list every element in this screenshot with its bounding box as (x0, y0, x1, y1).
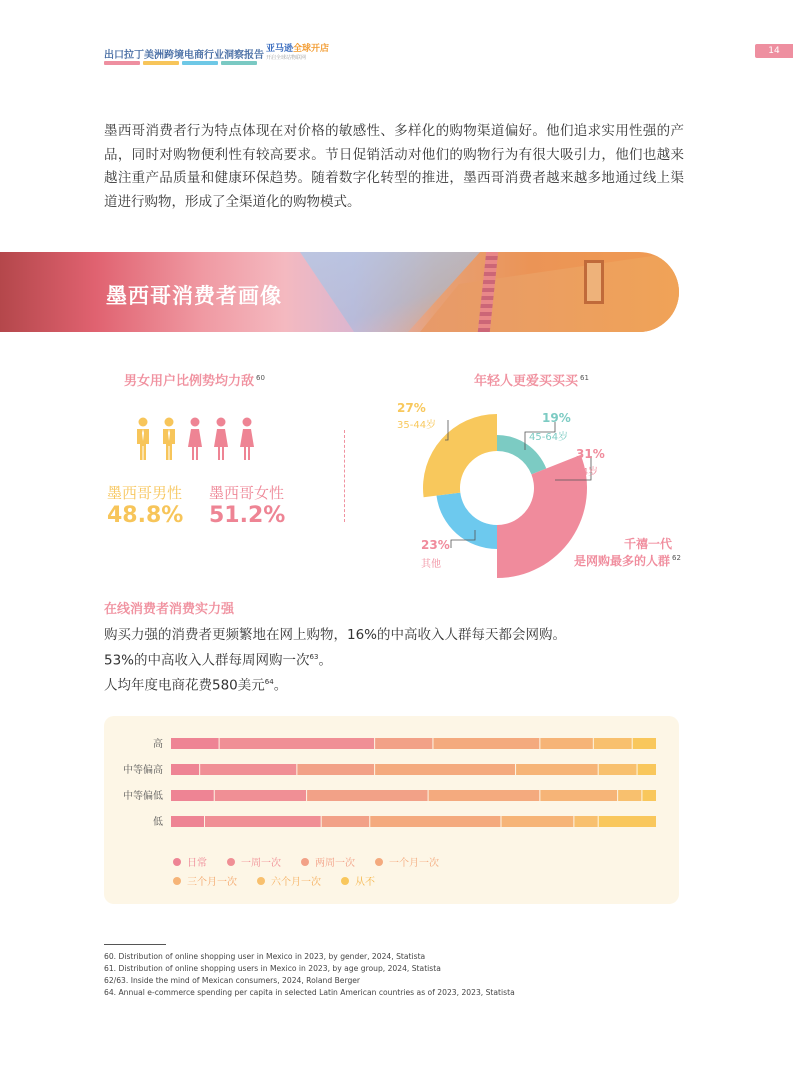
legend-item-semiannual (257, 873, 321, 888)
footnote-62-63: 62/63. Inside the mind of Mexican consumers, 2024, Roland Berger (104, 976, 361, 985)
online-line-3-ref: 64 (264, 677, 274, 686)
female-icon (239, 417, 255, 461)
legend-item-never (341, 873, 375, 888)
online-line-2-end: 。 (318, 652, 332, 668)
section-banner (0, 252, 679, 332)
legend-dot (173, 858, 181, 866)
online-line-2 (104, 647, 566, 672)
bar-segment (171, 764, 199, 775)
amazon-global-selling-logo (266, 44, 329, 62)
bar-category-label: 高 (153, 739, 163, 750)
online-text (104, 625, 566, 697)
report-title: 出口拉丁美洲跨境电商行业洞察报告 (104, 50, 264, 61)
millennials-footnote-ref: 62 (672, 554, 681, 562)
bar-segment (322, 816, 370, 827)
intro-paragraph: 墨西哥消费者行为特点体现在对价格的敏感性、多样化的购物渠道偏好。他们追求实用性强的产品，同时对购物便利性有较高要求。节日促销活动对他们的购物行为有很大吸引力，他们也越来越注重产品质量和健康环保趋势。随着数字化转型的推进，墨西哥消费者越来越多地通过线上渠道进行购物，形成了全渠道化的购物模式。 (104, 123, 684, 210)
age-label-other: 其他 (421, 559, 441, 570)
male-value: 48.8% (107, 503, 184, 528)
male-icon (135, 417, 151, 461)
page-number: 14 (755, 44, 793, 58)
banner-title: 墨西哥消费者画像 (106, 284, 282, 308)
header-color-bars (104, 61, 257, 65)
gender-title-text: 男女用户比例势均力敌 (124, 374, 255, 389)
gender-footnote-ref: 60 (256, 373, 265, 382)
millennials-callout-line1: 千禧一代 (624, 537, 673, 551)
legend-dot (257, 877, 265, 885)
female-icon (213, 417, 229, 461)
bar-segment (633, 738, 656, 749)
age-pct-35-44: 27% (397, 401, 426, 415)
legend-row-2 (173, 873, 375, 888)
bar-segment (370, 816, 500, 827)
female-label: 墨西哥女性 (209, 484, 285, 502)
legend-row-1 (173, 854, 439, 869)
millennials-callout-line2: 是网购最多的人群 (574, 554, 671, 568)
legend-dot (173, 877, 181, 885)
online-line-1: 购买力强的消费者更频繁地在网上购物，16%的中高收入人群每天都会网购。 (104, 627, 567, 643)
footnote-61: 61. Distribution of online shopping users in Mexico in 2023, by age group, 2024, Statista (104, 964, 441, 973)
banner-window-decoration (584, 260, 604, 304)
legend-label-quarterly: 三个月一次 (187, 877, 237, 888)
legend-label-daily: 日常 (187, 858, 207, 869)
legend-label-never: 从不 (355, 877, 375, 888)
bar-segment (574, 816, 597, 827)
legend-dot (301, 858, 309, 866)
online-line-2-text: 53%的中高收入人群每周网购一次 (104, 652, 310, 668)
gender-icons (135, 417, 255, 461)
bar-segment (501, 816, 573, 827)
age-pct-other: 23% (421, 538, 450, 552)
age-pct-45-64: 19% (542, 411, 571, 425)
bar-segment (375, 764, 515, 775)
bar-segment (540, 790, 617, 801)
legend-dot (227, 858, 235, 866)
legend-label-semiannual: 六个月一次 (271, 877, 321, 888)
bar-segment (599, 764, 637, 775)
legend-dot (375, 858, 383, 866)
online-section-title: 在线消费者消费实力强 (104, 602, 235, 617)
online-line-3-end: 。 (273, 677, 288, 693)
legend-label-biweekly: 两周一次 (315, 858, 355, 869)
bar-segment (429, 790, 540, 801)
legend-label-weekly: 一周一次 (241, 858, 281, 869)
bar-segment (642, 790, 656, 801)
bar-segment (200, 764, 296, 775)
bar-category-label: 中等偏高 (123, 765, 163, 776)
bar-category-label: 低 (153, 817, 163, 828)
online-line-3-text: 人均年度电商花费580美元 (104, 677, 265, 693)
header-bar-teal (221, 61, 257, 65)
bar-segment (220, 738, 375, 749)
section-divider (344, 430, 345, 522)
bar-segment (205, 816, 321, 827)
footnote-64: 64. Annual e-commerce spending per capita in selected Latin American countries as of 2023, 2023, Statista (104, 988, 515, 997)
header-bar-blue (182, 61, 218, 65)
bar-segment (540, 738, 592, 749)
bar-segment (375, 738, 432, 749)
legend-item-weekly (227, 854, 281, 869)
bar-segment (307, 790, 428, 801)
age-label-45-64: 45-64岁 (529, 432, 569, 443)
age-label-35-44: 35-44岁 (397, 420, 437, 431)
age-footnote-ref: 61 (580, 373, 589, 382)
bar-segment (594, 738, 632, 749)
logo-text-amazon: 亚马逊 (266, 44, 294, 54)
age-title-text: 年轻人更爱买买买 (474, 374, 579, 389)
male-icon (161, 417, 177, 461)
legend-dot (341, 877, 349, 885)
bar-segment (516, 764, 598, 775)
online-line-2-ref: 63 (309, 652, 319, 661)
bar-segment (599, 816, 656, 827)
footnote-rule (104, 944, 166, 945)
header-bar-yellow (143, 61, 179, 65)
bar-segment (297, 764, 374, 775)
legend-item-quarterly (173, 873, 237, 888)
legend-item-biweekly (301, 854, 355, 869)
male-label: 墨西哥男性 (107, 484, 183, 502)
bar-category-label: 中等偏低 (123, 791, 163, 802)
age-section-title (474, 370, 589, 389)
gender-section-title (124, 370, 265, 389)
logo-subtext: 开启全球站物联网 (266, 55, 307, 61)
footnotes (104, 951, 515, 999)
shopping-frequency-bar-chart (104, 716, 679, 846)
bar-segment (171, 790, 214, 801)
legend-item-monthly (375, 854, 439, 869)
age-label-25-34: 25-34岁 (559, 467, 599, 478)
millennials-callout (574, 552, 681, 569)
bar-segment (215, 790, 306, 801)
bar-segment (171, 738, 219, 749)
age-pct-25-34: 31% (576, 447, 605, 461)
footnote-60: 60. Distribution of online shopping user in Mexico in 2023, by gender, 2024, Statista (104, 952, 426, 961)
bar-segment (171, 816, 204, 827)
bar-segment (618, 790, 641, 801)
female-value: 51.2% (209, 503, 286, 528)
legend-label-monthly: 一个月一次 (389, 858, 439, 869)
bar-segment (638, 764, 656, 775)
logo-text-global: 全球开店 (293, 44, 330, 54)
female-icon (187, 417, 203, 461)
header-bar-pink (104, 61, 140, 65)
legend-item-daily (173, 854, 207, 869)
bar-segment (433, 738, 539, 749)
online-line-3 (104, 672, 566, 697)
